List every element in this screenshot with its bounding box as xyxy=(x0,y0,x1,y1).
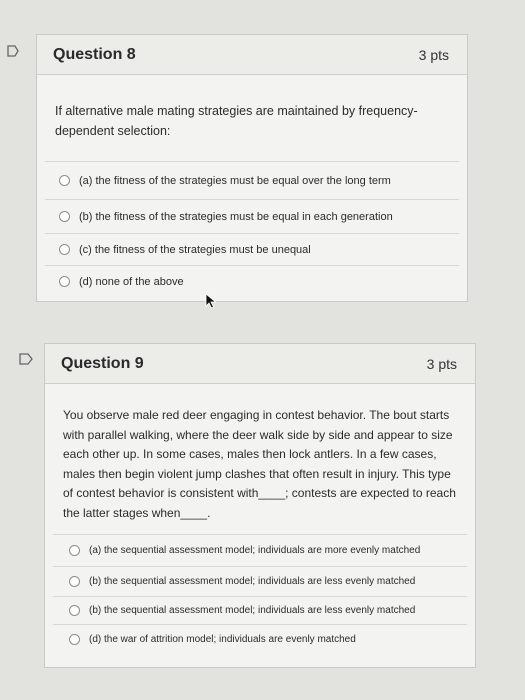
question-8-answers xyxy=(45,161,459,297)
answer-label: (b) the sequential assessment model; individuals are less evenly matched xyxy=(89,605,416,616)
radio-button-icon[interactable] xyxy=(69,545,80,556)
answer-label: (d) none of the above xyxy=(79,275,184,288)
radio-button-icon[interactable] xyxy=(59,276,70,287)
flag-question-8-icon[interactable] xyxy=(6,44,22,60)
flag-question-9-icon[interactable] xyxy=(18,352,34,368)
radio-button-icon[interactable] xyxy=(69,634,80,645)
answer-option[interactable] xyxy=(45,233,459,265)
question-8-points: 3 pts xyxy=(418,46,449,63)
answer-option[interactable] xyxy=(53,624,467,654)
radio-button-icon[interactable] xyxy=(59,244,70,255)
radio-button-icon[interactable] xyxy=(59,175,70,186)
question-8-card xyxy=(36,34,468,302)
question-9-title: Question 9 xyxy=(61,354,144,372)
radio-button-icon[interactable] xyxy=(69,576,80,587)
answer-label: (a) the sequential assessment model; individuals are more evenly matched xyxy=(89,545,421,556)
question-9-header xyxy=(45,344,475,384)
question-8-header xyxy=(37,35,467,75)
mouse-pointer-icon xyxy=(205,293,217,314)
radio-button-icon[interactable] xyxy=(59,211,70,222)
answer-option[interactable] xyxy=(53,566,467,596)
answer-option[interactable] xyxy=(53,596,467,624)
question-9-prompt: You observe male red deer engaging in contest behavior. The bout starts with parallel walking, where the deer walk side by side and appear to size each other up. In some cases, males then lock antlers. In a few cases, males then begin violent jump clashes that often result in injury. This type of contest behavior is consistent with____; contests are expected to reach the latter stages when____. xyxy=(63,408,456,520)
answer-option[interactable] xyxy=(45,199,459,233)
question-9-points: 3 pts xyxy=(426,355,457,372)
answer-label: (b) the sequential assessment model; individuals are less evenly matched xyxy=(89,576,416,587)
answer-option[interactable] xyxy=(53,534,467,566)
answer-label: (d) the war of attrition model; individuals are evenly matched xyxy=(89,634,356,645)
answer-label: (a) the fitness of the strategies must be equal over the long term xyxy=(79,174,391,187)
radio-button-icon[interactable] xyxy=(69,605,80,616)
question-8-title: Question 8 xyxy=(53,45,136,63)
question-8-prompt: If alternative male mating strategies are maintained by frequency-dependent selection: xyxy=(55,104,418,138)
answer-label: (b) the fitness of the strategies must be equal in each generation xyxy=(79,210,393,223)
answer-option[interactable] xyxy=(45,161,459,199)
answer-label: (c) the fitness of the strategies must be unequal xyxy=(79,243,311,256)
question-9-card xyxy=(44,343,476,668)
answer-option[interactable] xyxy=(45,265,459,297)
question-9-answers xyxy=(53,534,467,654)
